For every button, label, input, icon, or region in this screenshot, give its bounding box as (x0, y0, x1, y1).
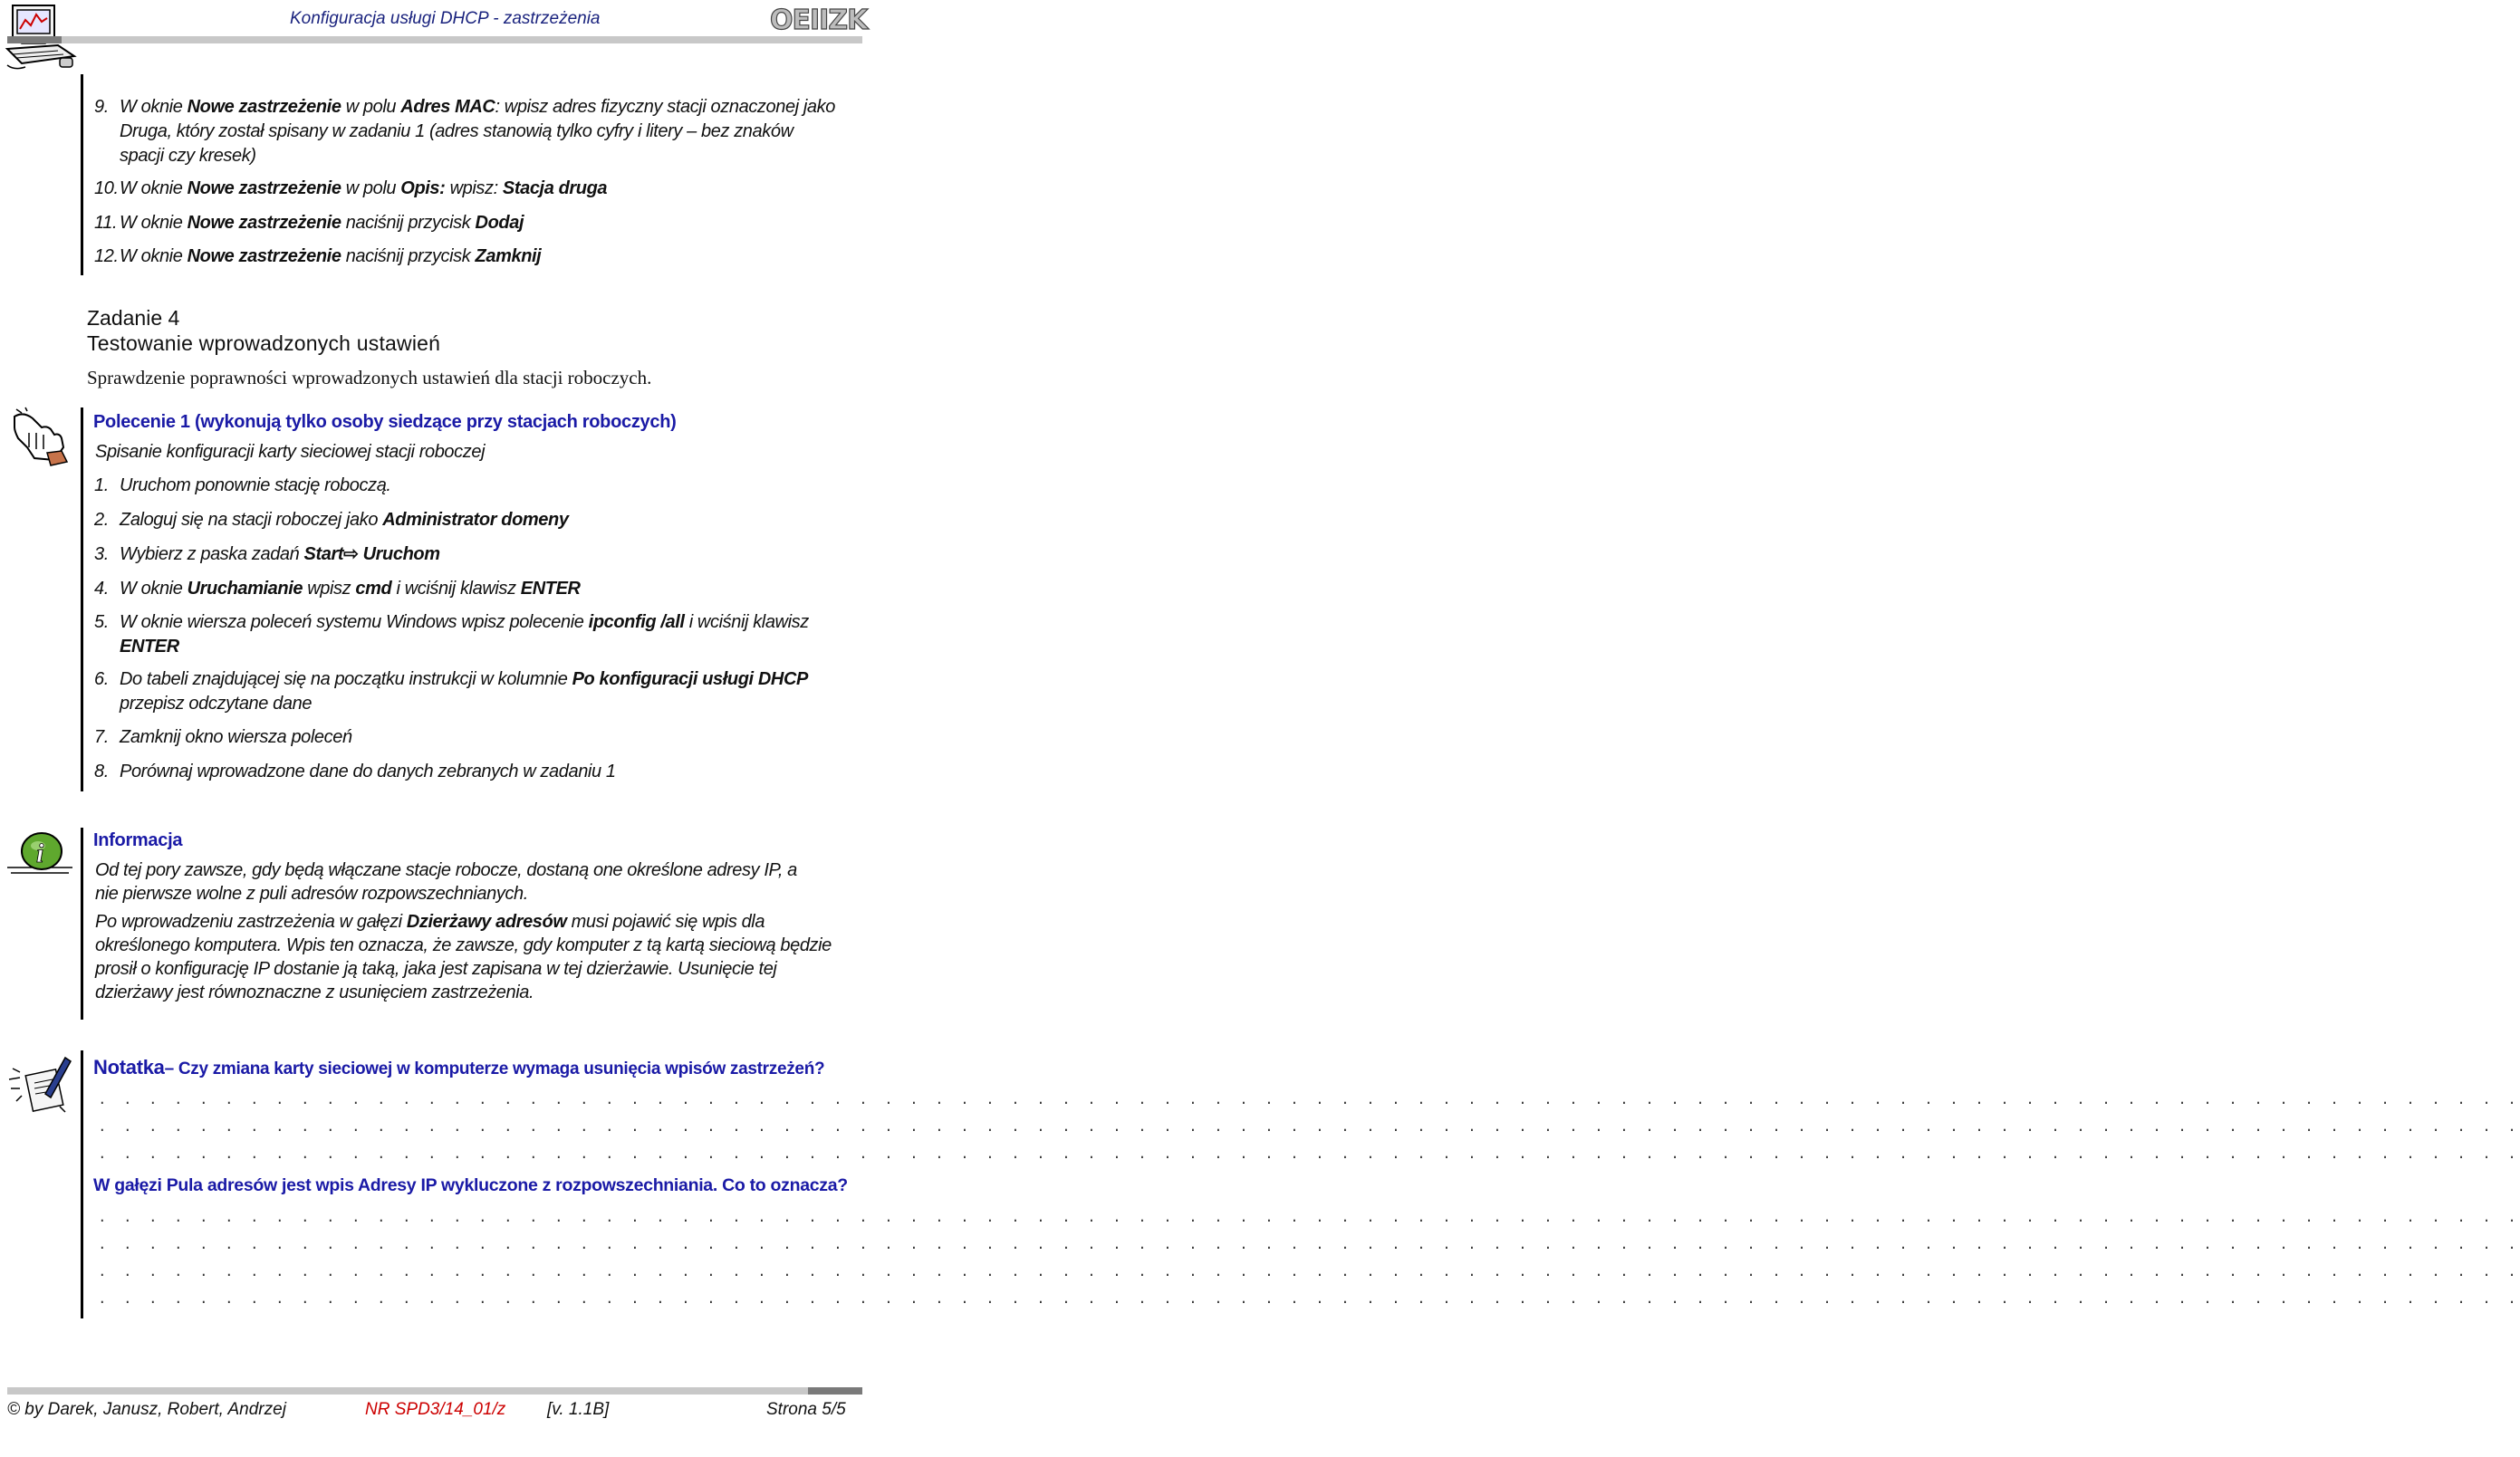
step-text (120, 95, 835, 168)
task-subheading: Testowanie wprowadzonych ustawień (87, 331, 441, 355)
footer-authors: © by Darek, Janusz, Robert, Andrzej (7, 1400, 286, 1419)
text-run: W oknie (120, 246, 188, 266)
note-label: Notatka (93, 1056, 165, 1078)
page-header (0, 0, 870, 54)
step-number: 7. (94, 727, 109, 747)
text-run: w polu (341, 97, 401, 117)
task-description: Sprawdzenie poprawności wprowadzonych ustawień dla stacji roboczych. (87, 367, 652, 388)
step-number: 4. (94, 579, 109, 599)
text-run: Po wprowadzeniu zastrzeżenia w gałęzi (95, 912, 407, 932)
text-run: przepisz odczytane dane (120, 694, 313, 714)
step-text (120, 760, 835, 784)
answer-line: . . . . . . . . . . . . . . . . . . . . . . . . . . . . . . . . . . . . . . . . . . . . . . . . . . . . . . . . . . . . . . . . . . . . . . . . . . . . . . . . . . . . . . . . . . . . . . . . (98, 1119, 2520, 1136)
header-divider (7, 36, 862, 43)
step-number: 3. (94, 544, 109, 564)
hand-pointer-icon (9, 407, 69, 471)
answer-line: . . . . . . . . . . . . . . . . . . . . . . . . . . . . . . . . . . . . . . . . . . . . . . . . . . . . . . . . . . . . . . . . . . . . . . . . . . . . . . . . . . . . . . . . . . . . . . . . (98, 1291, 2520, 1308)
bold-text: Nowe zastrzeżenie (187, 213, 341, 233)
bold-text: Opis: (400, 178, 446, 198)
step-number: 6. (94, 669, 109, 689)
text-run: musi pojawić się wpis dla określonego komputera. Wpis ten oznacza, że zawsze, gdy komputer z tą kartą sieciową będzie prosił o konfigurację IP dostanie ją taką, jaka jest zapisana w tej dzierżawie. Usunięcie tej dzierżawy jest równoznaczne z usunięciem zastrzeżenia. (95, 912, 832, 1002)
text-run: w polu (341, 178, 401, 198)
note-question-text: – Czy zmiana karty sieciowej w komputerze wymaga usunięcia wpisów zastrzeżeń? (164, 1059, 825, 1078)
arrow-icon: ⇨ (343, 544, 359, 564)
footer-version: [v. 1.1B] (547, 1400, 610, 1419)
svg-text:OEIIZK: OEIIZK (770, 5, 868, 36)
text-run: : wpisz adres fizyczny stacji oznaczonej jako Druga, który został spisany w zadaniu 1 (adres stanowią tylko cyfry i litery – bez znaków spacji czy kresek) (120, 97, 835, 166)
bold-text: Uruchom (358, 544, 440, 564)
bold-text: cmd (355, 579, 392, 599)
task-heading: Zadanie 4 (87, 306, 180, 330)
bold-text: Dzierżawy adresów (406, 912, 567, 932)
step-text (120, 244, 835, 269)
text-run: i wciśnij klawisz (391, 579, 521, 599)
step-text (120, 474, 835, 498)
text-run: Porównaj wprowadzone dane do danych zebranych w zadaniu 1 (120, 762, 616, 781)
note-pen-icon (5, 1052, 78, 1117)
command-title: Polecenie 1 (wykonują tylko osoby siedzące przy stacjach roboczych) (93, 412, 677, 432)
bold-text: Administrator domeny (382, 510, 569, 530)
steps-left-border (81, 74, 83, 275)
text-run: Do tabeli znajdującej się na początku instrukcji w kolumnie (120, 669, 572, 689)
step-text (120, 508, 835, 532)
bold-text: ENTER (120, 637, 179, 657)
text-run: W oknie (120, 97, 188, 117)
text-run: i wciśnij klawisz (684, 612, 809, 632)
step-number: 9. (94, 97, 109, 117)
note-question-2: W gałęzi Pula adresów jest wpis Adresy IP wykluczone z rozpowszechniania. Co to oznacza? (93, 1175, 848, 1195)
bold-text: Nowe zastrzeżenie (187, 246, 341, 266)
bold-text: Stacja druga (502, 178, 608, 198)
text-run: Uruchom ponownie stację roboczą. (120, 475, 391, 495)
text-run: naciśnij przycisk (341, 213, 476, 233)
step-text (120, 542, 835, 567)
text-run: Zamknij okno wiersza poleceń (120, 727, 352, 747)
text-run: wpisz (303, 579, 356, 599)
step-text (120, 667, 835, 716)
info-paragraph-1: Od tej pory zawsze, gdy będą włączane stacje robocze, dostaną one określone adresy IP, a nie pierwsze wolne z puli adresów rozpowszechnianych. (95, 860, 797, 904)
answer-line: . . . . . . . . . . . . . . . . . . . . . . . . . . . . . . . . . . . . . . . . . . . . . . . . . . . . . . . . . . . . . . . . . . . . . . . . . . . . . . . . . . . . . . . . . . . . . . . . (98, 1092, 2520, 1108)
header-title: Konfiguracja usługi DHCP - zastrzeżenia (290, 9, 601, 28)
bold-text: ipconfig /all (588, 612, 685, 632)
answer-line: . . . . . . . . . . . . . . . . . . . . . . . . . . . . . . . . . . . . . . . . . . . . . . . . . . . . . . . . . . . . . . . . . . . . . . . . . . . . . . . . . . . . . . . . . . . . . . . . (98, 1210, 2520, 1226)
step-text (120, 577, 835, 601)
answer-line: . . . . . . . . . . . . . . . . . . . . . . . . . . . . . . . . . . . . . . . . . . . . . . . . . . . . . . . . . . . . . . . . . . . . . . . . . . . . . . . . . . . . . . . . . . . . . . . . (98, 1146, 2520, 1163)
bold-text: Adres MAC (400, 97, 495, 117)
bold-text: Dodaj (475, 213, 524, 233)
text-run: W oknie (120, 213, 188, 233)
bold-text: Uruchamianie (187, 579, 303, 599)
text-run: Wybierz z paska zadań (120, 544, 304, 564)
step-text (120, 610, 835, 659)
info-paragraph-2 (95, 910, 838, 1004)
step-text (120, 177, 835, 201)
answer-line: . . . . . . . . . . . . . . . . . . . . . . . . . . . . . . . . . . . . . . . . . . . . . . . . . . . . . . . . . . . . . . . . . . . . . . . . . . . . . . . . . . . . . . . . . . . . . . . . (98, 1237, 2520, 1253)
bold-text: Zamknij (475, 246, 542, 266)
svg-text:i: i (36, 839, 44, 868)
text-run: W oknie (120, 178, 188, 198)
answer-line: . . . . . . . . . . . . . . . . . . . . . . . . . . . . . . . . . . . . . . . . . . . . . . . . . . . . . . . . . . . . . . . . . . . . . . . . . . . . . . . . . . . . . . . . . . . . . . . . (98, 1264, 2520, 1280)
command-subtitle: Spisanie konfiguracji karty sieciowej stacji roboczej (95, 442, 486, 462)
footer-document-number: NR SPD3/14_01/z (365, 1400, 506, 1419)
step-number: 12. (94, 246, 119, 266)
info-left-border (81, 828, 83, 1020)
text-run: W oknie (120, 579, 188, 599)
info-icon (5, 828, 74, 880)
text-run: Zaloguj się na stacji roboczej jako (120, 510, 383, 530)
text-run: naciśnij przycisk (341, 246, 476, 266)
bold-text: Nowe zastrzeżenie (187, 97, 341, 117)
step-text (120, 211, 835, 235)
step-text (120, 725, 835, 750)
note-question-1 (93, 1056, 824, 1079)
step-number: 2. (94, 510, 109, 530)
note-left-border (81, 1050, 83, 1318)
step-number: 5. (94, 612, 109, 632)
bold-text: Start (303, 544, 344, 564)
footer-page-number: Strona 5/5 (766, 1400, 846, 1419)
page-footer (0, 1384, 870, 1438)
bold-text: Nowe zastrzeżenie (187, 178, 341, 198)
oeiizk-logo (770, 4, 868, 36)
bold-text: Po konfiguracji usługi DHCP (572, 669, 808, 689)
info-title: Informacja (93, 830, 183, 850)
step-number: 10. (94, 178, 119, 198)
command-left-border (81, 407, 83, 791)
step-number: 11. (94, 213, 118, 233)
text-run: wpisz: (445, 178, 503, 198)
bold-text: ENTER (520, 579, 581, 599)
footer-divider (7, 1387, 862, 1395)
text-run: W oknie wiersza poleceń systemu Windows wpisz polecenie (120, 612, 589, 632)
step-number: 1. (94, 475, 109, 495)
step-number: 8. (94, 762, 109, 781)
